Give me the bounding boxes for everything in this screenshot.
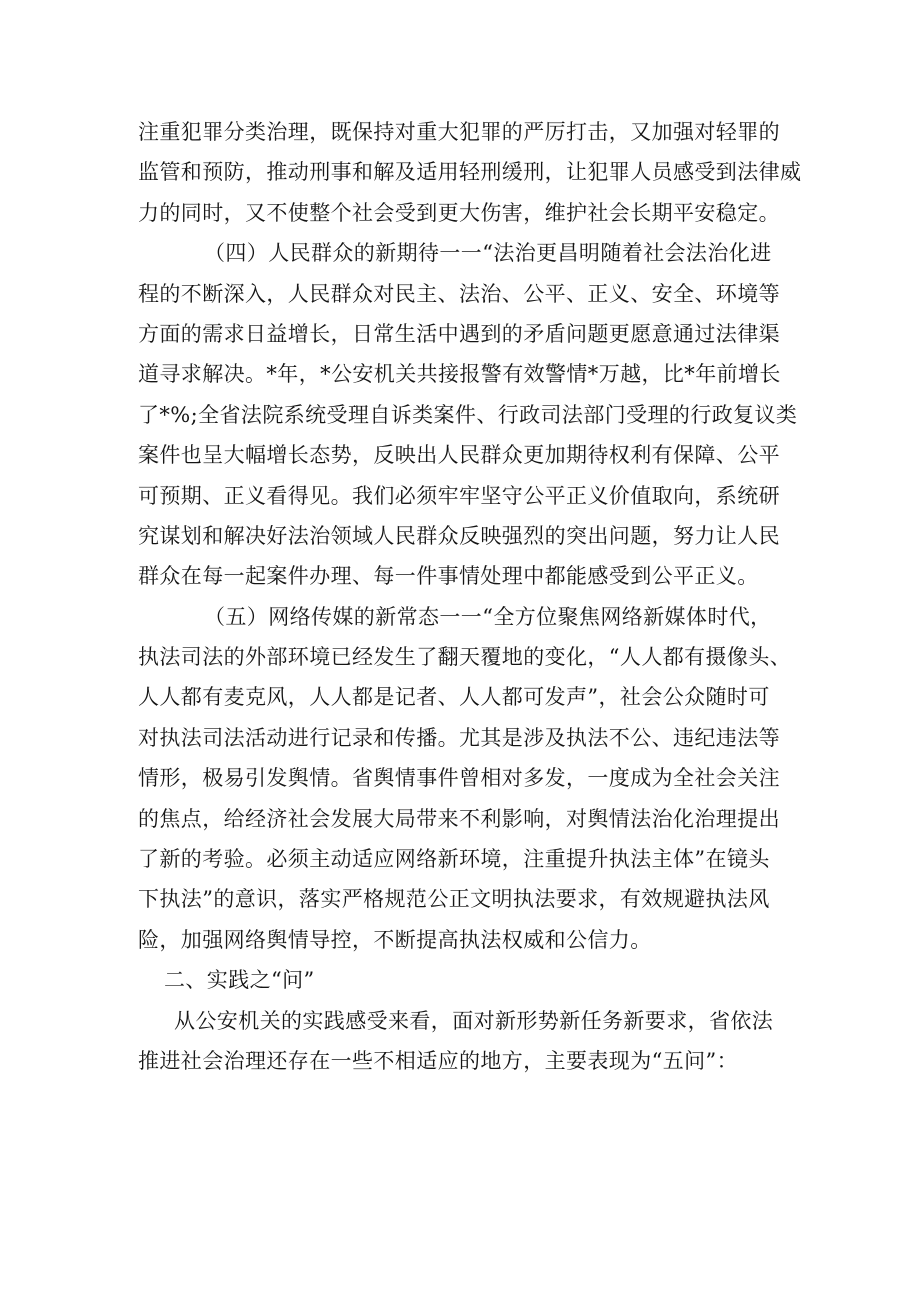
text-line: 执法司法的外部环境已经发生了翻天覆地的变化，“人人都有摄像头、 xyxy=(138,645,792,670)
text-line: 人人都有麦克风，人人都是记者、人人都可发声”，社会公众随时可 xyxy=(138,685,770,710)
text-line: 注重犯罪分类治理，既保持对重大犯罪的严厉打击，又加强对轻罪的 xyxy=(138,120,780,144)
section-heading-5: （五）网络传媒的新常态一一“全方位聚焦网络新媒体时代， xyxy=(204,604,772,629)
text-line: 究谋划和解决好法治领域人民群众反映强烈的突出问题，努力让人民 xyxy=(138,523,780,548)
text-line: 程的不断深入，人民群众对民主、法治、公平、正义、安全、环境等 xyxy=(138,281,780,306)
text-line: 险，加强网络舆情导控，不断提高执法权威和公信力。 xyxy=(138,927,652,952)
text-line: 对执法司法活动进行记录和传播。尤其是涉及执法不公、违纪违法等 xyxy=(138,725,780,750)
text-line: 的焦点，给经济社会发展大局带来不利影响，对舆情法治化治理提出 xyxy=(138,806,780,831)
text-line: 从公安机关的实践感受来看，面对新形势新任务新要求，省依法 xyxy=(174,1008,774,1033)
text-line: 下执法”的意识，落实严格规范公正文明执法要求，有效规避执法风 xyxy=(138,887,770,912)
text-line: 群众在每一起案件办理、每一件事情处理中都能感受到公平正义。 xyxy=(138,564,759,589)
chapter-heading: 二、实践之“问” xyxy=(164,968,315,993)
text-line: 案件也呈大幅增长态势，反映出人民群众更加期待权利有保障、公平 xyxy=(138,443,780,468)
text-line: 力的同时，又不使整个社会受到更大伤害，维护社会长期平安稳定。 xyxy=(138,200,780,225)
text-line: 方面的需求日益增长，日常生活中遇到的矛盾问题更愿意通过法律渠 xyxy=(138,321,780,346)
document-body xyxy=(138,112,802,1081)
text-line: 推进社会治理还存在一些不相适应的地方，主要表现为“五问”： xyxy=(138,1048,739,1073)
text-line: 了新的考验。必须主动适应网络新环境，注重提升执法主体”在镜头 xyxy=(138,847,770,872)
text-line: 道寻求解决。*年，*公安机关共接报警有效警情*万越，比*年前增长 xyxy=(138,362,781,387)
text-line: 可预期、正义看得见。我们必须牢牢坚守公平正义价值取向，系统研 xyxy=(138,483,780,508)
text-line: 情形，极易引发舆情。省舆情事件曾相对多发，一度成为全社会关注 xyxy=(138,766,780,791)
text-line: 监管和预防，推动刑事和解及适用轻刑缓刑，让犯罪人员感受到法律威 xyxy=(138,160,802,185)
text-line: 了*%;全省法院系统受理自诉类案件、行政司法部门受理的行政复议类 xyxy=(138,402,798,427)
section-heading-4: （四）人民群众的新期待一一“法治更昌明随着社会法治化进 xyxy=(204,241,772,266)
